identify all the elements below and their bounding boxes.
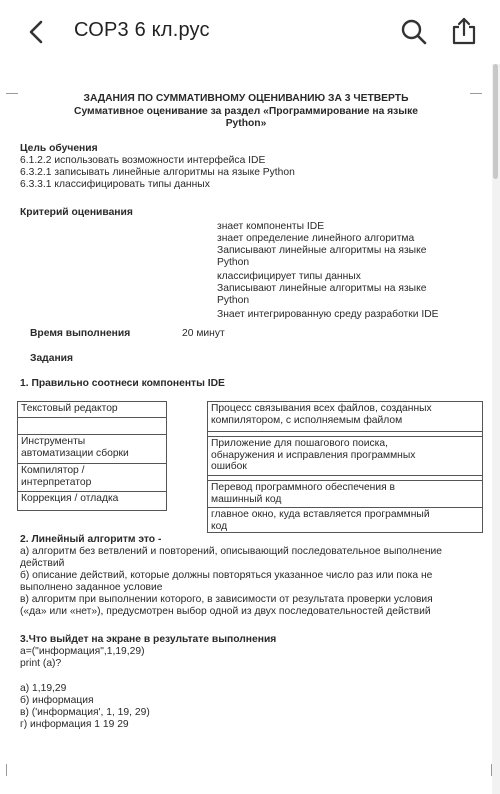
q2-option-line: в) алгоритм при выполнении которого, в зависимости от результата проверки условия <box>20 594 433 605</box>
search-button[interactable] <box>400 18 428 46</box>
q3-code-line: a=("информация",1,19,29) <box>20 646 145 657</box>
q1-left-cell: Инструменты автоматизации сборки <box>18 434 166 464</box>
q1-right-column <box>207 401 483 533</box>
q1-right-cell: Перевод программного обеспечения в машинный код <box>208 480 482 508</box>
share-icon <box>450 16 478 46</box>
crop-mark <box>6 764 18 776</box>
goal-item: 6.3.3.1 классифицировать типы данных <box>20 179 210 190</box>
q1-right-cell: Приложение для пошагового поиска, обнаружения и исправления программных ошибок <box>208 436 482 476</box>
criteria-item: Знает интегрированную среду разработки IDE <box>217 309 439 320</box>
goal-item: 6.1.2.2 использовать возможности интерфейса IDE <box>20 155 266 166</box>
q3-code-line: print (a)? <box>20 658 62 669</box>
question-1-title: 1. Правильно соотнеси компоненты IDE <box>20 378 225 389</box>
q3-option: г) информация 1 19 29 <box>20 719 129 730</box>
scrollbar[interactable] <box>493 64 498 179</box>
share-button[interactable] <box>450 16 478 46</box>
q2-option-line: а) алгоритм без ветвлений и повторений, описывающий последовательное выполнение <box>20 546 443 557</box>
criteria-item: Записывают линейные алгоритмы на языке Python <box>217 245 427 268</box>
search-icon <box>400 18 428 46</box>
q1-right-cell: Процесс связывания всех файлов, созданных компилятором, с исполняемым файлом <box>208 402 482 432</box>
criteria-item: классифицирует типы данных <box>217 271 361 282</box>
criteria-title: Критерий оценивания <box>20 207 133 218</box>
criteria-item: знает компоненты IDE <box>217 221 325 232</box>
app-bar <box>0 0 500 64</box>
q3-option: а) 1,19,29 <box>20 683 67 694</box>
crop-mark <box>480 764 492 776</box>
q1-left-cell: Текстовый редактор <box>18 402 166 418</box>
goal-item: 6.3.2.1 записывать линейные алгоритмы на языке Python <box>20 167 295 178</box>
q3-option: в) ('информация', 1, 19, 29) <box>20 707 150 718</box>
time-label: Время выполнения <box>30 328 131 339</box>
time-value: 20 минут <box>182 328 225 339</box>
q2-option-line: («да» или «нет»), предусмотрен выбор одной из двух последовательностей действий <box>20 606 431 617</box>
q3-option: б) информация <box>20 695 94 706</box>
q2-option-line: б) описание действий, которые должны повторяться указанное число раз или пока не <box>20 570 433 581</box>
goal-title: Цель обучения <box>20 143 98 154</box>
doc-heading: ЗАДАНИЯ ПО СУММАТИВНОМУ ОЦЕНИВАНИЮ ЗА 3 ЧЕТВЕРТЬ <box>83 93 409 104</box>
question-2-title: 2. Линейный алгоритм это - <box>20 534 162 545</box>
document-page[interactable] <box>0 64 492 794</box>
q1-left-cell: Коррекция / отладка <box>21 493 119 504</box>
q2-option-line: действий <box>20 558 65 569</box>
q1-right-cell: главное окно, куда вставляется программный код <box>211 509 430 532</box>
doc-subheading: Суммативное оценивание за раздел «Программирование на языке <box>74 106 418 117</box>
q1-left-column <box>17 401 167 511</box>
criteria-item: знает определение линейного алгоритма <box>217 233 415 244</box>
tasks-title: Задания <box>30 353 73 364</box>
q1-left-cell: Компилятор / интерпретатор <box>18 464 166 492</box>
back-button[interactable] <box>22 17 52 47</box>
criteria-item: Записывают линейные алгоритмы на языке Python <box>217 283 427 306</box>
document-title: СОР3 6 кл.рус <box>74 19 210 41</box>
doc-subheading-cont: Python» <box>225 118 267 129</box>
q2-option-line: выполнено заданное условие <box>20 582 163 593</box>
question-3-title: 3.Что выйдет на экране в результате выполнения <box>20 634 277 645</box>
chevron-left-icon <box>22 17 52 47</box>
